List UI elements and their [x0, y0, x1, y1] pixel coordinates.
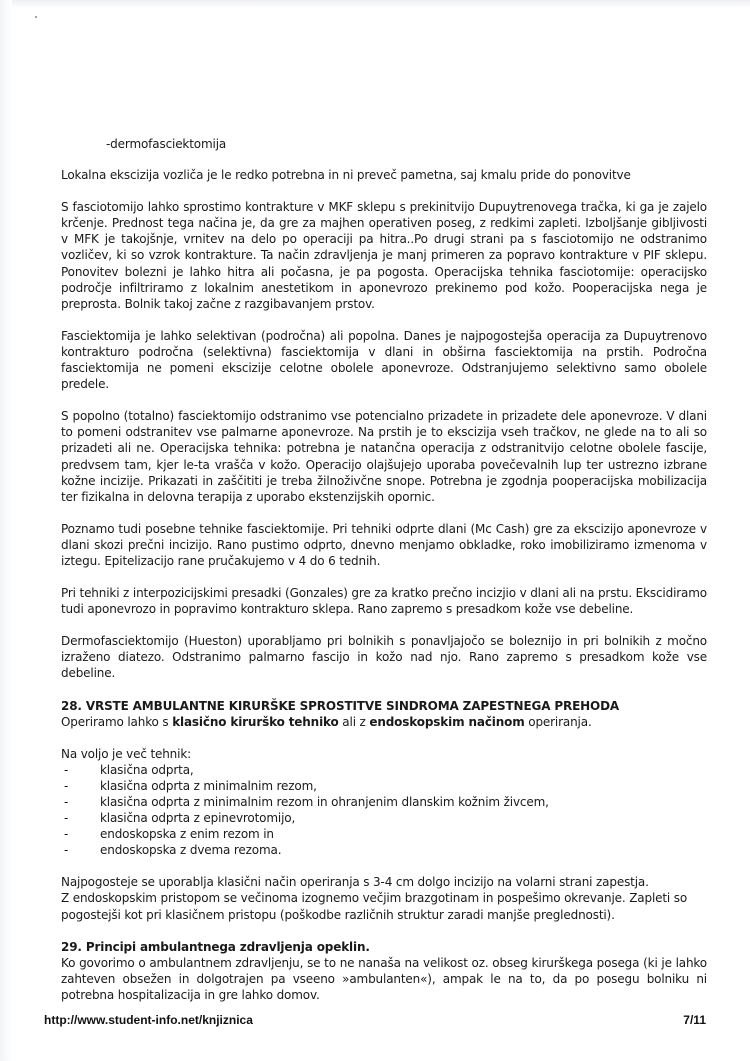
intro-list-item: -dermofasciektomija — [106, 137, 227, 151]
intro-bold-endoscopic: endoskopskim načinom — [369, 714, 525, 729]
paragraph-special-techniques: Poznamo tudi posebne tehnike fasciektomije. Pri tehniki odprte dlani (Mc Cash) gre za ekscizijo aponevroze v dlani skozi prečni incizijo. Rano pustimo odprto, dnevno menjamo obkladke, roko imobiliziramo izmenoma v iztegu. Epitelizacijo rane pručakujemo v 4 do 6 tednih. — [61, 521, 707, 568]
scan-speck — [35, 16, 37, 18]
list-item — [61, 826, 707, 842]
techniques-list-intro: Na voljo je več tehnik: — [61, 746, 192, 761]
section-28-heading: 28. VRSTE AMBULANTNE KIRURŠKE SPROSTITVE SINDROMA ZAPESTNEGA PREHODA — [61, 698, 620, 713]
techniques-list — [61, 762, 707, 859]
paragraph-local-excision: Lokalna ekscizija vozliča je le redko potrebna in ni preveč pametna, saj kmalu pride do ponovitve — [61, 168, 631, 183]
list-item-text: klasična odprta z minimalnim rezom in ohranjenim dlanskim kožnim živcem, — [100, 795, 549, 809]
dash-bullet-icon: - — [64, 778, 69, 793]
list-item-text: endoskopska z enim rezom in — [100, 827, 274, 842]
closing-line-2: Z endoskopskim pristopom se večinoma izognemo večjim brazgotinam in pospešimo okrevanje. Zapleti so pogostejši kot pri klasičnem pristopu (poškodbe različnih struktur zaradi manjše preglednosti). — [61, 891, 688, 922]
dash-bullet-icon: - — [64, 811, 69, 826]
section-28-intro — [61, 714, 707, 730]
list-item-text: klasična odprta z epinevrotomijo, — [100, 811, 296, 826]
paragraph-fasciectomy: Fasciektomija je lahko selektivan (področna) ali popolna. Danes je najpogostejša operacija za Dupuytrenovo kontrakturo področna (selektivna) fasciektomija v dlani in obširna fasciektomija na prstih. Področna fasciektomija ne pomeni ekscizije celotne obolele aponevroze. Odstranjujemo selektivno samo obolele predele. — [61, 328, 707, 392]
page-number: 7/11 — [683, 1013, 706, 1027]
paragraph-total-fasciectomy: S popolno (totalno) fasciektomijo odstranimo vse potencialno prizadete in prizadete dele aponevroze. V dlani to pomeni odstranitev vse palmarne aponevroze. Na prstih je to ekscizija vseh tračkov, ne glede na to ali so prizadeti ali ne. Operacijska tehnika: potrebna je natančna operacija z odstranitvijo celotne obolele fascije, predvsem tam, kjer le-ta vrašča v kožo. Operacijo olajšujejo uporaba povečevalnih lup ter ustrezno izbrane kožne incizije. Prikazati in zaščititi je treba žilnoživčne snope. Potrebna je zgodnja pooperacijska mobilizacija ter fizikalna in delovna terapija z uporabo ekstenzijskih opornic. — [61, 409, 707, 504]
section-28 — [61, 698, 707, 730]
list-item-text: endoskopska z dvema rezoma. — [100, 843, 282, 858]
intro-text-mid: ali z — [338, 714, 370, 729]
dash-bullet-icon: - — [64, 762, 69, 777]
closing-line-1: Najpogosteje se uporablja klasični način operiranja s 3-4 cm dolgo incizijo na volarni strani zapestja. — [61, 875, 649, 890]
dash-bullet-icon: - — [64, 795, 69, 809]
list-item — [61, 794, 707, 810]
paragraph-fasciotomy: S fasciotomijo lahko sprostimo kontrakture v MKF sklepu s prekinitvijo Dupuytrenovega tračka, ki ga je zajelo krčenje. Prednost tega načina je, da gre za majhen operativen poseg, z redkimi zapleti. Izboljšanje gibljivosti v MFK je takojšnje, vrnitev na delo po operaciji pa hitra..Po drugi strani pa s fasciotomijo ne odstranimo vozličev, ki so vzrok kontrakture. Ta način zdravljenja je manj primeren za popravo kontrakture v PIF sklepu. Ponovitev bolezni je lahko hitra ali počasna, je pa pogosta. Operacijska tehnika fasciotomije: operacijsko področje infiltriramo z lokalnim anestetikom in aponevrozo prekinemo pod kožo. Pooperacijska nega je preprosta. Bolnik takoj začne z razgibavanjem prstov. — [61, 200, 707, 311]
list-item — [61, 842, 707, 858]
intro-bold-classic: klasično kirurško tehniko — [172, 714, 339, 729]
list-item — [61, 762, 707, 778]
scan-top-shadow — [0, 0, 750, 8]
list-item-text: klasična odprta z minimalnim rezom, — [100, 778, 317, 793]
paragraph-gonzales: Pri tehniki z interpozicijskimi presadki (Gonzales) gre za kratko prečno incizjio v dlani ali na prstu. Ekscidiramo tudi aponevrozo in popravimo kontrakturo sklepa. Rano zapremo s presadkom kože vse debeline. — [61, 586, 707, 617]
section-29-body: Ko govorimo o ambulantnem zdravljenju, se to ne nanaša na velikost oz. obseg kirurškega posega (ki je lahko zahteven obsežen in dolgotrajen pa vseeno »ambulanten«), ampak le na to, da po posegu bolniku ni potrebna hospitalizacija in gre lahko domov. — [61, 955, 707, 1002]
scan-page-edge — [0, 0, 12, 1061]
intro-text-post: operiranja. — [524, 714, 592, 729]
list-item — [61, 810, 707, 826]
section-28-closing — [61, 874, 707, 922]
section-29 — [61, 939, 707, 1003]
list-item — [61, 778, 707, 794]
footer-url-link[interactable]: http://www.student-info.net/knjiznica — [44, 1013, 253, 1027]
intro-text-pre: Operiramo lahko s — [61, 714, 173, 729]
document-body — [61, 136, 707, 1019]
page-footer — [44, 1013, 706, 1027]
paragraph-hueston: Dermofasciektomijo (Hueston) uporabljamo pri bolnikih s ponavljajočo se boleznijo in pri bolnikih z močno izraženo diatezo. Odstranimo palmarno fascijo in kožo nad njo. Rano zapremo s presadkom kože vse debeline. — [61, 634, 707, 681]
dash-bullet-icon: - — [64, 827, 69, 842]
section-29-heading: 29. Principi ambulantnega zdravljenja opeklin. — [61, 939, 370, 954]
dash-bullet-icon: - — [64, 843, 69, 858]
list-item-text: klasična odprta, — [100, 762, 194, 777]
